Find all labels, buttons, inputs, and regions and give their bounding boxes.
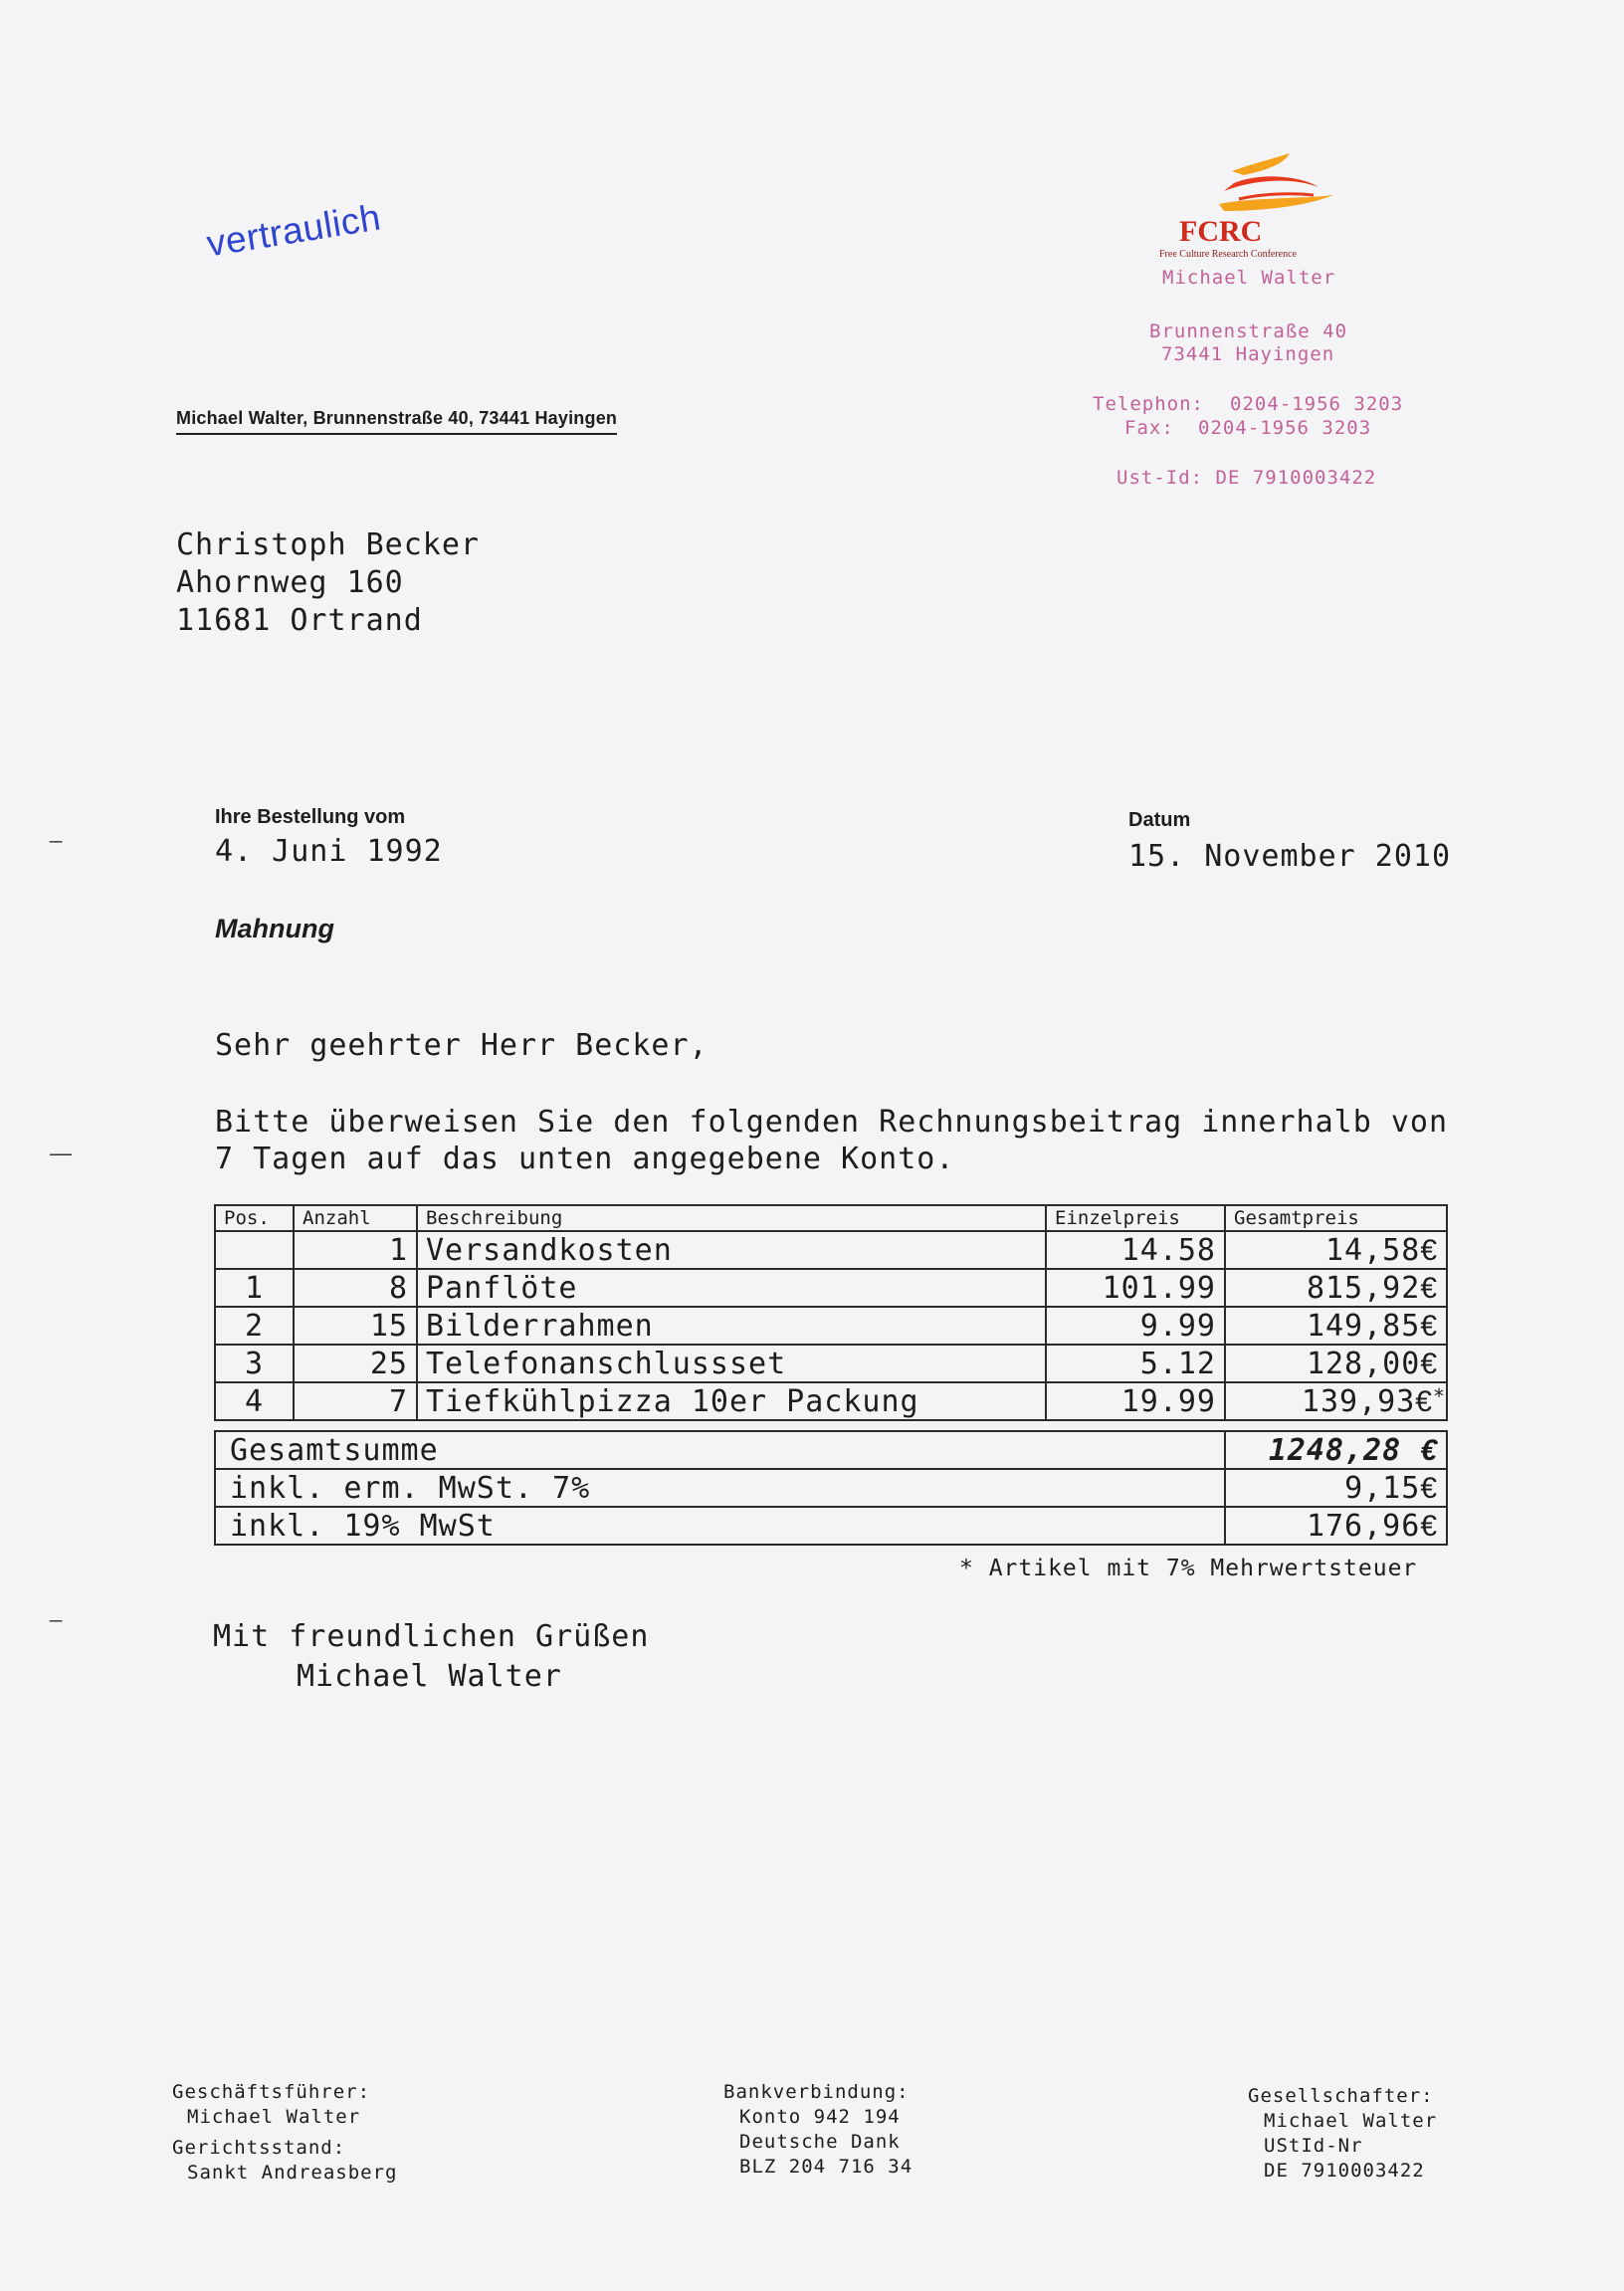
items-table	[214, 1204, 1448, 1421]
fax-value: 0204-1956 3203	[1198, 417, 1372, 439]
footer-ceo-name: Michael Walter	[187, 2106, 361, 2128]
row-description: Bilderrahmen	[417, 1307, 1046, 1345]
row-description: Versandkosten	[417, 1231, 1046, 1269]
closing-name: Michael Walter	[297, 1659, 562, 1694]
fold-mark: _	[50, 818, 63, 843]
row-qty: 8	[294, 1269, 417, 1307]
logo-lettering: FCRC	[1179, 215, 1263, 248]
row-pos: 4	[215, 1382, 294, 1420]
return-address: Michael Walter, Brunnenstraße 40, 73441 Hayingen	[176, 408, 617, 435]
row-total-value: 139,93	[1301, 1383, 1416, 1419]
footer-ust-value: DE 7910003422	[1264, 2160, 1425, 2182]
row-unit-price: 19.99	[1046, 1382, 1225, 1420]
footer-left	[172, 2080, 397, 2186]
row-total	[1225, 1231, 1447, 1269]
row-total	[1225, 1345, 1447, 1382]
row-qty: 25	[294, 1345, 417, 1382]
row-total-value: 149,85	[1306, 1308, 1421, 1344]
summary-row-total	[215, 1431, 1447, 1469]
euro-sign: €	[1420, 1433, 1438, 1467]
telephone-label: Telephon:	[1093, 393, 1204, 415]
recipient-name: Christoph Becker	[176, 527, 480, 562]
fax-label: Fax:	[1124, 417, 1174, 439]
summary-value	[1225, 1469, 1447, 1507]
footer-bank-name: Deutsche Dank	[739, 2131, 901, 2153]
euro-sign: €	[1420, 1271, 1438, 1305]
euro-sign: €	[1420, 1233, 1438, 1267]
row-unit-price: 9.99	[1046, 1307, 1225, 1345]
row-unit-price: 14.58	[1046, 1231, 1225, 1269]
summary-label: Gesamtsumme	[215, 1431, 1225, 1469]
header-unit-price: Einzelpreis	[1046, 1205, 1225, 1231]
table-header-row	[215, 1205, 1447, 1231]
sender-name: Michael Walter	[1162, 267, 1336, 289]
euro-sign: €	[1420, 1509, 1438, 1543]
row-qty: 7	[294, 1382, 417, 1420]
footnote: * Artikel mit 7% Mehrwertsteuer	[959, 1556, 1418, 1581]
header-total-price: Gesamtpreis	[1225, 1205, 1447, 1231]
footer-ust-label: UStId-Nr	[1264, 2135, 1363, 2157]
body-line-2: 7 Tagen auf das unten angegebene Konto.	[215, 1142, 955, 1176]
footer-court-value: Sankt Andreasberg	[187, 2162, 398, 2184]
summary-row-vat19	[215, 1507, 1447, 1545]
row-total-value: 128,00	[1306, 1346, 1421, 1381]
sender-ust-id: Ust-Id: DE 7910003422	[1116, 467, 1377, 489]
footer-right	[1248, 2084, 1437, 2184]
summary-value	[1225, 1431, 1447, 1469]
vat-mark: *	[1432, 1383, 1446, 1408]
vat7-value: 9,15	[1344, 1470, 1421, 1506]
recipient-city: 11681 Ortrand	[176, 603, 423, 638]
subject: Mahnung	[215, 914, 334, 943]
summary-label: inkl. 19% MwSt	[215, 1507, 1225, 1545]
header-pos: Pos.	[215, 1205, 294, 1231]
summary-table	[214, 1430, 1448, 1546]
table-row	[215, 1307, 1447, 1345]
table-row	[215, 1231, 1447, 1269]
footer-ceo-label: Geschäftsführer:	[172, 2081, 371, 2103]
row-pos	[215, 1231, 294, 1269]
sender-street: Brunnenstraße 40	[1149, 320, 1348, 342]
row-description: Telefonanschlussset	[417, 1345, 1046, 1382]
footer-partner-label: Gesellschafter:	[1248, 2085, 1434, 2107]
summary-value	[1225, 1507, 1447, 1545]
fold-mark: _	[50, 1597, 63, 1622]
table-row	[215, 1269, 1447, 1307]
fold-mark: —	[50, 1141, 72, 1165]
row-total	[1225, 1382, 1447, 1420]
footer-center	[723, 2080, 913, 2180]
row-qty: 1	[294, 1231, 417, 1269]
row-unit-price: 101.99	[1046, 1269, 1225, 1307]
recipient-street: Ahornweg 160	[176, 565, 404, 600]
header-qty: Anzahl	[294, 1205, 417, 1231]
footer-partner-name: Michael Walter	[1264, 2110, 1438, 2132]
summary-row-vat7	[215, 1469, 1447, 1507]
salutation: Sehr geehrter Herr Becker,	[215, 1028, 709, 1063]
row-pos: 2	[215, 1307, 294, 1345]
footer-bank-blz: BLZ 204 716 34	[739, 2156, 914, 2178]
row-unit-price: 5.12	[1046, 1345, 1225, 1382]
row-total	[1225, 1307, 1447, 1345]
order-date: 4. Juni 1992	[215, 834, 443, 869]
header-description: Beschreibung	[417, 1205, 1046, 1231]
date-value: 15. November 2010	[1128, 839, 1452, 874]
row-description: Panflöte	[417, 1269, 1046, 1307]
vat19-value: 176,96	[1306, 1508, 1421, 1544]
footer-bank-label: Bankverbindung:	[723, 2081, 910, 2103]
euro-sign: €	[1420, 1471, 1438, 1505]
date-label: Datum	[1128, 809, 1191, 831]
euro-sign: €	[1415, 1384, 1433, 1418]
order-label: Ihre Bestellung vom	[215, 806, 406, 828]
telephone-value: 0204-1956 3203	[1230, 393, 1404, 415]
euro-sign: €	[1420, 1309, 1438, 1343]
row-description: Tiefkühlpizza 10er Packung	[417, 1382, 1046, 1420]
grand-total-value: 1248,28	[1268, 1432, 1402, 1468]
fcrc-logo	[1144, 149, 1363, 259]
footer-bank-konto: Konto 942 194	[739, 2106, 901, 2128]
row-qty: 15	[294, 1307, 417, 1345]
row-pos: 3	[215, 1345, 294, 1382]
euro-sign: €	[1420, 1347, 1438, 1380]
summary-label: inkl. erm. MwSt. 7%	[215, 1469, 1225, 1507]
row-total-value: 14,58	[1325, 1232, 1421, 1268]
table-row	[215, 1382, 1447, 1420]
row-total	[1225, 1269, 1447, 1307]
sender-city: 73441 Hayingen	[1161, 343, 1335, 365]
body-line-1: Bitte überweisen Sie den folgenden Rechnungsbeitrag innerhalb von	[215, 1105, 1448, 1140]
row-pos: 1	[215, 1269, 294, 1307]
table-row	[215, 1345, 1447, 1382]
confidential-stamp: vertraulich	[204, 196, 384, 265]
logo-tagline: Free Culture Research Conference	[1159, 249, 1297, 259]
footer-court-label: Gerichtsstand:	[172, 2137, 346, 2159]
closing-greeting: Mit freundlichen Grüßen	[213, 1619, 650, 1654]
row-total-value: 815,92	[1306, 1270, 1421, 1306]
